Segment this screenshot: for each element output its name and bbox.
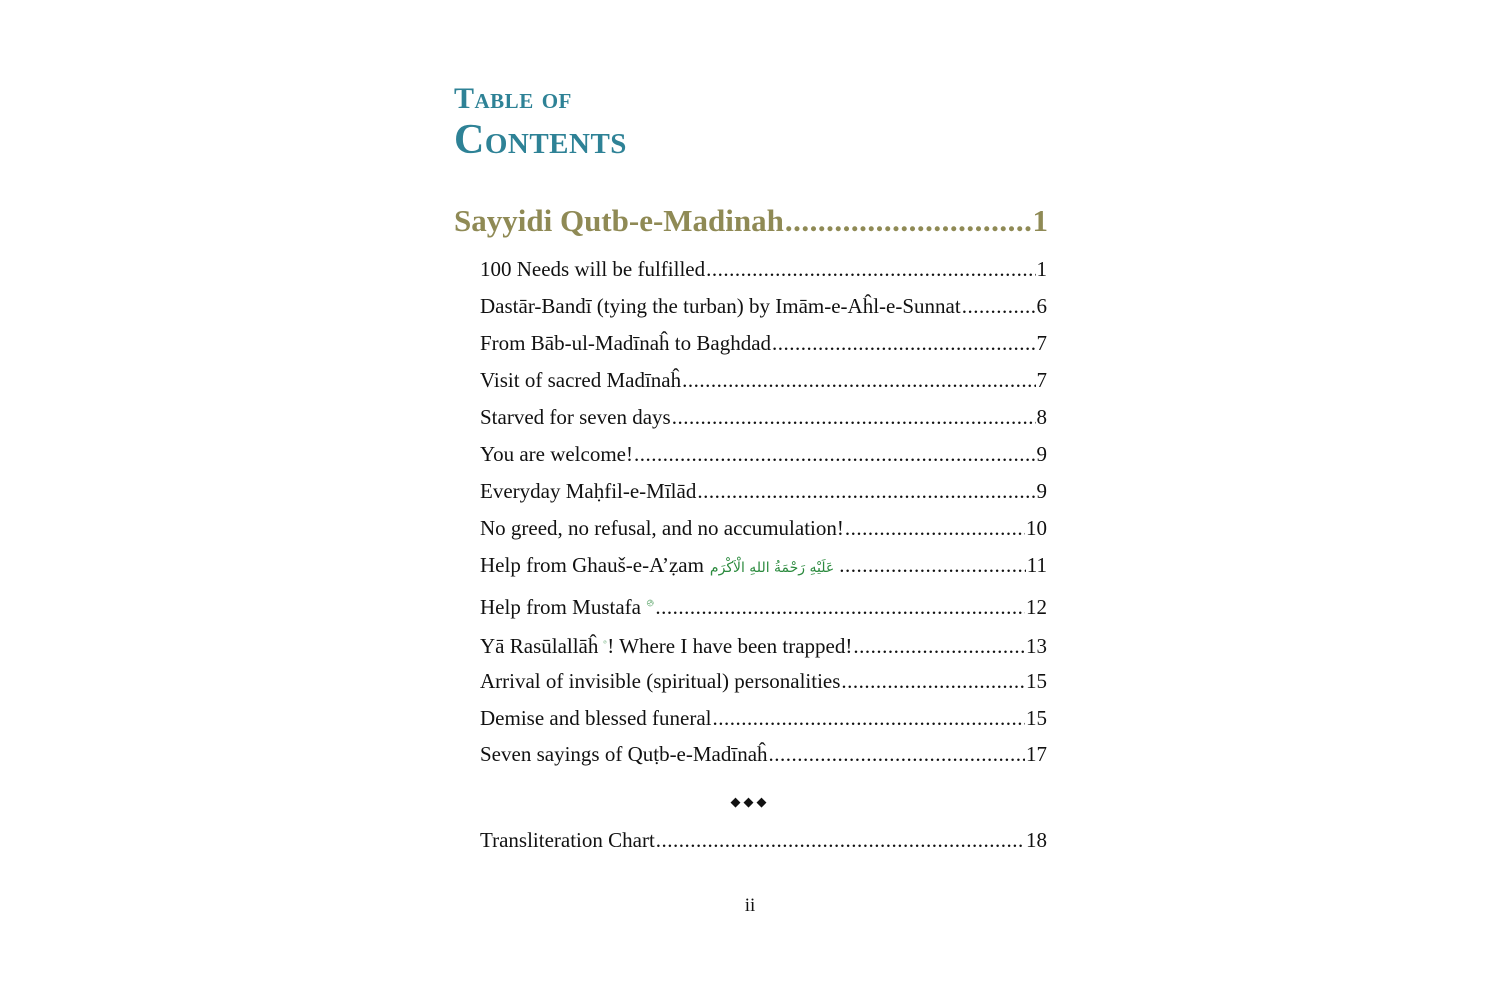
entry-title: Help from Mustafa — [480, 595, 641, 619]
entry-page-number: 13 — [1026, 634, 1047, 658]
entry-title: Visit of sacred Madīnaĥ — [480, 368, 682, 392]
chapter-page-number: 1 — [1032, 203, 1048, 238]
entry-page-number: 17 — [1026, 742, 1047, 766]
honorific-text: عَلَیْهِ رَحْمَةُ اللهِ الْاَکْرَم — [709, 560, 835, 576]
leader-dots — [769, 742, 1025, 767]
entry-title: You are welcome! — [480, 442, 633, 466]
page-folio-number: ii — [744, 895, 756, 916]
entry-page-number: 10 — [1026, 516, 1047, 540]
toc-heading-line1: Table of — [454, 82, 572, 115]
entry-page-number: 6 — [1036, 294, 1047, 318]
toc-chapter[interactable] — [454, 203, 1048, 247]
entry-page-number: 18 — [1026, 828, 1047, 852]
leader-dots — [634, 442, 1036, 467]
entry-title: Demise and blessed funeral — [480, 706, 712, 730]
leader-dots — [853, 634, 1025, 659]
entry-title: Seven sayings of Quṭb-e-Madīnaĥ — [480, 742, 768, 766]
toc-entry[interactable] — [480, 442, 1047, 472]
toc-entry[interactable] — [480, 742, 1047, 772]
toc-entry[interactable] — [480, 592, 1047, 622]
toc-entry[interactable] — [480, 553, 1047, 583]
entry-page-number: 7 — [1036, 368, 1047, 392]
entry-title: No greed, no refusal, and no accumulation! — [480, 516, 844, 540]
toc-entry[interactable] — [480, 669, 1047, 699]
leader-dots — [713, 706, 1025, 731]
leader-dots — [962, 294, 1036, 319]
entry-page-number: 15 — [1026, 669, 1047, 693]
entry-title: Everyday Maḥfil-e-Mīlād — [480, 479, 697, 503]
toc-entry[interactable] — [480, 405, 1047, 435]
entry-title: 100 Needs will be fulfilled — [480, 257, 706, 281]
entry-page-number: 8 — [1036, 405, 1047, 429]
leader-dots — [706, 257, 1035, 282]
toc-entry[interactable] — [480, 631, 1047, 661]
toc-entry[interactable] — [480, 368, 1047, 398]
entry-page-number: 7 — [1036, 331, 1047, 355]
entry-page-number: 11 — [1026, 553, 1047, 577]
entry-title: Starved for seven days — [480, 405, 671, 429]
entry-title: Arrival of invisible (spiritual) personalities — [480, 669, 841, 693]
toc-heading-line2: Contents — [454, 117, 627, 163]
leader-dots — [655, 595, 1025, 620]
entry-title-after-icon: ! Where I have been trapped! — [607, 634, 853, 658]
entry-title: From Bāb-ul-Madīnaĥ to Baghdad — [480, 331, 772, 355]
toc-entry[interactable] — [480, 331, 1047, 361]
leader-dots — [772, 331, 1035, 356]
toc-entry[interactable] — [480, 479, 1047, 509]
leader-dots — [845, 516, 1025, 541]
leader-dots — [672, 405, 1036, 430]
entry-page-number: 9 — [1036, 479, 1047, 503]
salawat-calligraphy-icon — [646, 592, 654, 614]
toc-entry[interactable] — [480, 706, 1047, 736]
toc-entry[interactable] — [480, 294, 1047, 324]
leader-dots — [785, 203, 1032, 239]
leader-dots — [697, 479, 1035, 504]
entry-title: Transliteration Chart — [480, 828, 655, 852]
toc-heading — [454, 82, 627, 164]
entry-title: Help from Ghauš-e-A’ẓam — [480, 553, 704, 577]
leader-dots — [839, 553, 1026, 578]
leader-dots — [656, 828, 1025, 853]
section-separator: ◆◆◆ — [730, 794, 770, 809]
entry-page-number: 9 — [1036, 442, 1047, 466]
entry-page-number: 1 — [1036, 257, 1047, 281]
leader-dots — [841, 669, 1025, 694]
entry-title-before-icon: Yā Rasūlallāĥ — [480, 634, 599, 658]
toc-entry[interactable] — [480, 257, 1047, 287]
entry-page-number: 12 — [1026, 595, 1047, 619]
toc-entry[interactable] — [480, 516, 1047, 546]
entry-title: Dastār-Bandī (tying the turban) by Imām-e-Aĥl-e-Sunnat — [480, 294, 961, 318]
chapter-title: Sayyidi Qutb-e-Madinah — [454, 203, 784, 238]
leader-dots — [682, 368, 1035, 393]
toc-entry[interactable] — [480, 828, 1047, 858]
entry-page-number: 15 — [1026, 706, 1047, 730]
